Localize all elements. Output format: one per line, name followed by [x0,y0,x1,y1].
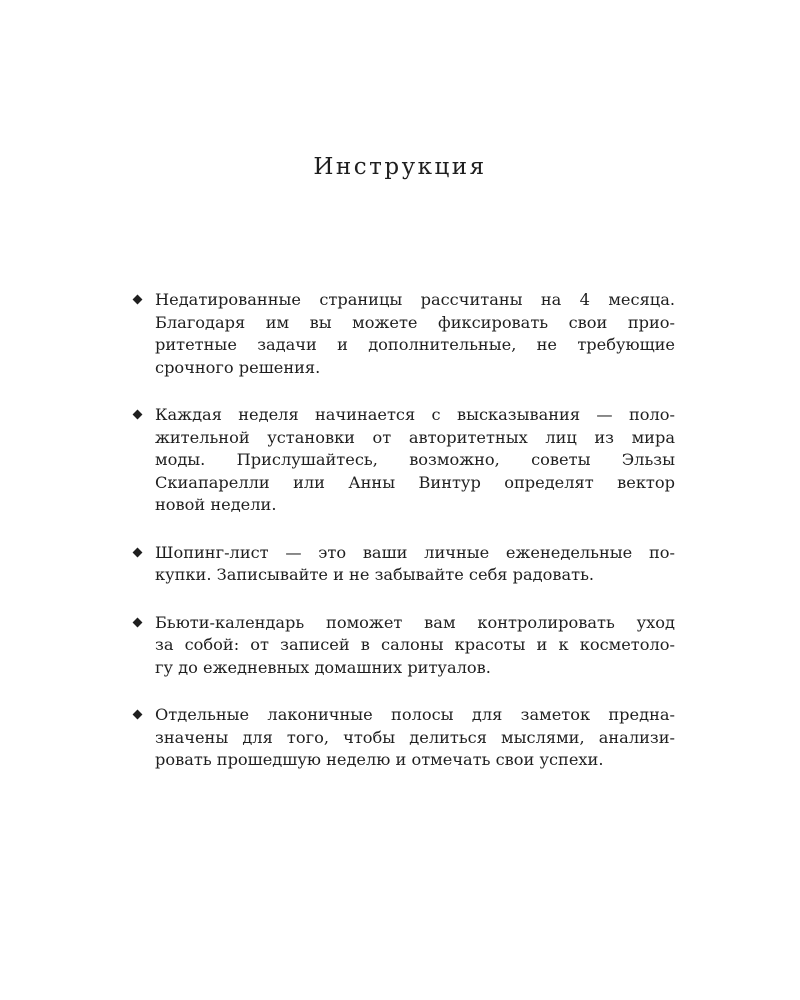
text-line: Недатированные страницы рассчитаны на 4 месяца. [155,290,675,309]
text-line: Шопинг-лист — это ваши личные еженедельные по- [155,542,675,562]
list-item [130,289,675,379]
text-line: жительной установки от авторитетных лиц из мира [155,427,675,447]
diamond-bullet-icon [133,617,143,627]
diamond-bullet-icon [133,710,143,720]
text-line: ровать прошедшую неделю и отмечать свои успехи. [155,750,604,769]
list-item [130,404,675,517]
text-line: гу до ежедневных домашних ритуалов. [155,657,491,677]
list-item [130,704,675,772]
text-line: Благодаря им вы можете фиксировать свои прио- [155,312,675,332]
text-line: значены для того, чтобы делиться мыслями, анализи- [155,727,675,747]
text-line: срочного решения. [155,357,321,377]
diamond-bullet-icon [133,547,143,557]
text-line: купки. Записывайте и не забывайте себя радовать. [155,565,595,584]
text-line: Отдельные лаконичные полосы для заметок предна- [155,705,675,724]
text-line: моды. Прислушайтесь, возможно, советы Эльзы [155,450,675,469]
diamond-bullet-icon [133,410,143,420]
text-line: новой недели. [155,495,277,514]
instruction-list [130,289,675,797]
diamond-bullet-icon [133,295,143,305]
page-title: Инструкция [313,154,487,180]
text-line: ритетные задачи и дополнительные, не требующие [155,335,675,354]
text-line: Бьюти-календарь поможет вам контролировать уход [155,612,675,632]
text-line: Скиапарелли или Анны Винтур определят вектор [155,472,675,492]
text-line: Каждая неделя начинается с высказывания — поло- [155,405,675,424]
list-item [130,542,675,587]
text-line: за собой: от записей в салоны красоты и к косметоло- [155,635,675,654]
list-item [130,612,675,680]
